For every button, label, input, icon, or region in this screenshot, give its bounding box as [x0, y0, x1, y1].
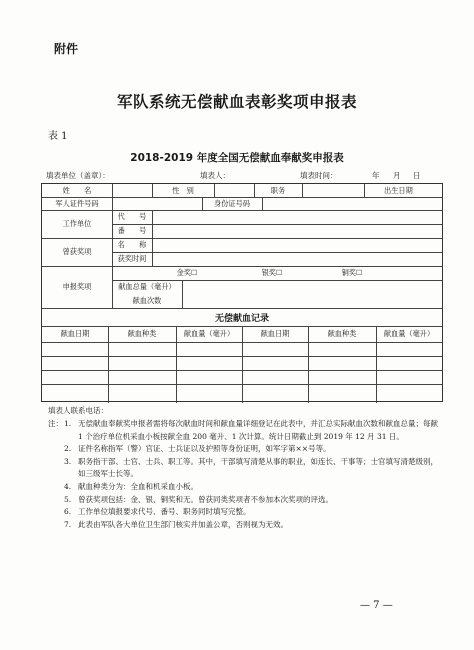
note-item	[48, 443, 443, 456]
note-number: 3.	[64, 456, 72, 466]
note-text: 职务指干部、士官、士兵、职工等。其中，干部填写清楚从事的职业，如连长、干事等；士官填写清楚级别，如三级军士长等。	[78, 456, 438, 479]
note-text: 曾获奖项包括：金、银、铜奖和无。曾获同类奖项者不参加本次奖项的评选。	[78, 494, 333, 504]
form-title: 2018-2019 年度全国无偿献血奉献奖申报表	[130, 152, 344, 164]
award-name-label: 名 称	[117, 240, 147, 249]
month-label: 月	[393, 171, 401, 180]
note-number: 2.	[64, 444, 72, 454]
unit-number-label: 番 号	[117, 226, 147, 235]
application-form-table	[41, 183, 443, 402]
note-number: 1.	[64, 419, 72, 428]
record-header-volume-1: 献血量（毫升）	[183, 329, 235, 338]
note-item	[48, 418, 443, 443]
record-header-type-2: 献血种类	[327, 329, 357, 338]
note-number: 5.	[64, 494, 72, 504]
name-label: 姓 名	[62, 185, 92, 195]
table-number: 表 1	[48, 131, 68, 142]
page-number: — 7 —	[360, 600, 393, 611]
note-item	[48, 494, 443, 507]
fill-unit-label: 填表单位（盖章）：	[46, 171, 110, 180]
fill-person-label: 填表人：	[200, 171, 230, 180]
gold-award-checkbox[interactable]: 金奖☐	[176, 268, 198, 277]
note-text: 证件名称指军（警）官证、士兵证以及护照等身份证明，如军字第××号等。	[78, 444, 331, 454]
id-number-label: 身份证号码	[214, 198, 250, 208]
annex-label: 附件	[54, 42, 79, 56]
silver-award-checkbox[interactable]: 银奖☐	[261, 268, 283, 277]
award-time-label: 获奖时间	[117, 254, 147, 263]
work-unit-label: 工作单位	[62, 219, 92, 228]
note-item	[48, 481, 443, 494]
note-number: 6.	[64, 507, 72, 517]
donation-record-title: 无偿献血记录	[214, 313, 269, 324]
notes-section	[48, 418, 443, 531]
copper-award-checkbox[interactable]: 铜奖☐	[341, 268, 363, 277]
notes-label: 注：	[48, 419, 63, 428]
record-header-type-1: 献血种类	[127, 329, 157, 338]
note-item	[48, 456, 443, 481]
position-label: 职务	[270, 185, 286, 195]
note-text: 工作单位填报要求代号、番号、职务同时填写完整。	[78, 507, 251, 517]
unit-code-label: 代 号	[117, 212, 147, 221]
note-item	[48, 519, 443, 532]
main-title: 军队系统无偿献血表彰奖项申报表	[116, 93, 357, 111]
total-volume-label: 献血总量（毫升）	[118, 282, 176, 291]
note-item	[48, 506, 443, 519]
note-number: 4.	[64, 481, 72, 491]
note-text: 献血种类分为：全血和机采血小板。	[78, 481, 198, 491]
note-text: 无偿献血奉献奖申报者需将每次献血时间和献血量详细登记在此表中，并汇总实际献血次数和献血总量；每献 1 个治疗单位机采血小板按献全血 200 毫升、1 次计算。统计日期截止到 2019 年 12 月 31 日。	[78, 419, 438, 441]
record-header-volume-2: 献血量（毫升）	[383, 329, 435, 338]
record-header-date-1: 献血日期	[60, 329, 90, 338]
contact-phone-label: 填表人联系电话：	[48, 406, 108, 415]
note-text: 此表由军队各大单位卫生部门核实并加盖公章，否则视为无效。	[78, 519, 288, 529]
birth-date-label: 出生日期	[384, 185, 413, 195]
military-id-label: 军人证件号码	[55, 198, 99, 208]
donation-count-label: 献血次数	[132, 296, 162, 305]
note-number: 7.	[64, 519, 72, 529]
fill-time-label: 填表时间：	[300, 171, 338, 180]
year-label: 年	[372, 171, 380, 180]
record-header-date-2: 献血日期	[260, 329, 290, 338]
day-label: 日	[413, 171, 421, 180]
apply-award-label: 申报奖项	[62, 282, 92, 291]
past-awards-label: 曾获奖项	[62, 247, 92, 256]
gender-label: 性 别	[172, 185, 194, 195]
